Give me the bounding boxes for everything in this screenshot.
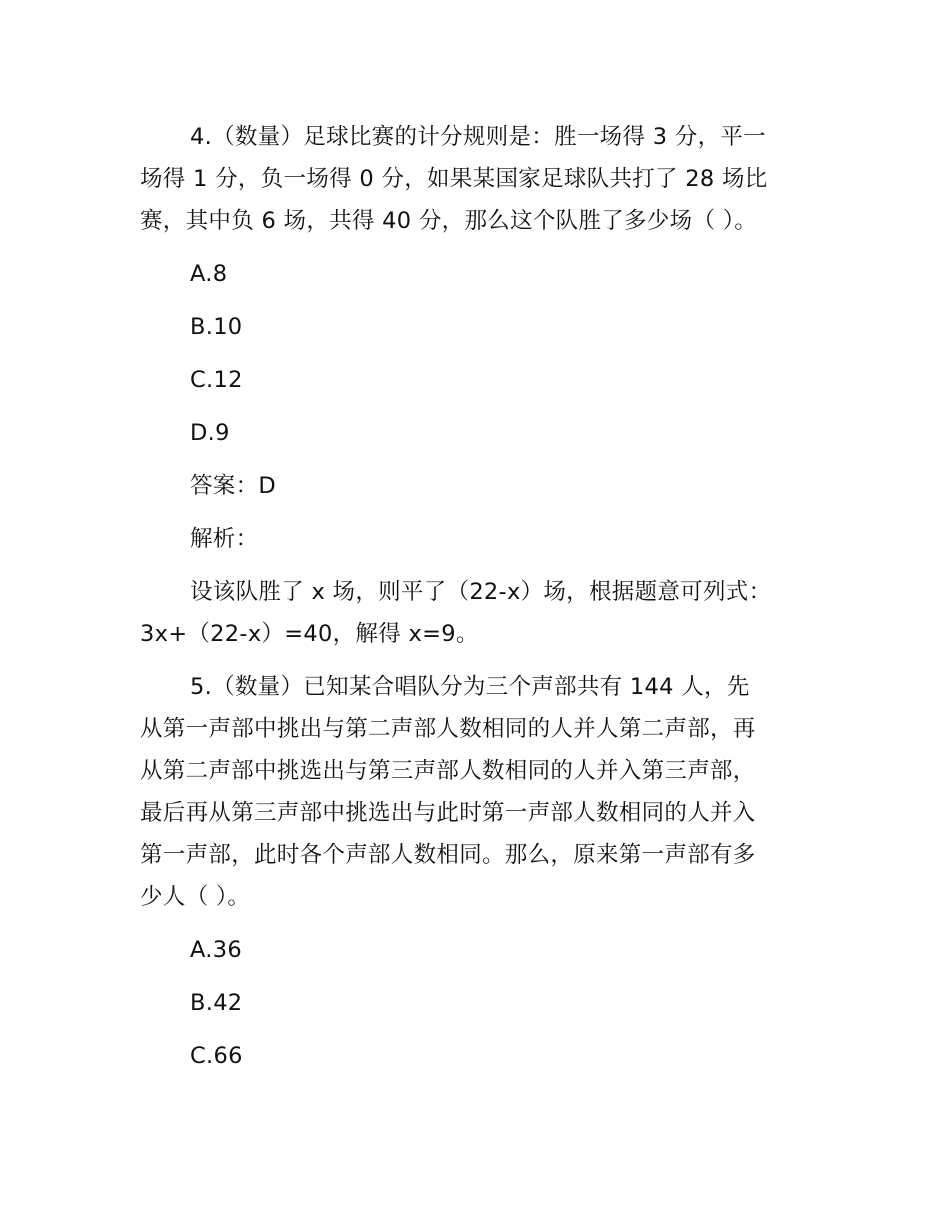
analysis-line: 3x+（22-x）=40，解得 x=9。: [140, 621, 479, 647]
option-c: C.12: [190, 367, 243, 393]
option-c: C.66: [190, 1043, 243, 1069]
question-4-text: [140, 116, 850, 242]
question-line: 从第二声部中挑选出与第三声部人数相同的人并入第三声部，: [140, 758, 756, 784]
option-a: A.36: [190, 937, 242, 963]
analysis-label: 解析：: [190, 526, 259, 552]
option-a: A.8: [190, 261, 228, 287]
question-line: 5.（数量）已知某合唱队分为三个声部共有 144 人，先: [190, 674, 750, 700]
question-line: 少人（ ）。: [140, 884, 251, 910]
analysis-text: [140, 571, 850, 655]
answer-text: 答案：D: [190, 473, 277, 499]
option-b: B.10: [190, 314, 243, 340]
question-5-text: [140, 666, 850, 918]
option-d: D.9: [190, 420, 230, 446]
question-line: 赛，其中负 6 场，共得 40 分，那么这个队胜了多少场（ ）。: [140, 208, 758, 234]
question-line: 最后再从第三声部中挑选出与此时第一声部人数相同的人并入: [140, 800, 756, 826]
question-line: 第一声部，此时各个声部人数相同。那么，原来第一声部有多: [140, 842, 756, 868]
question-line: 4.（数量）足球比赛的计分规则是：胜一场得 3 分，平一: [190, 124, 766, 150]
option-b: B.42: [190, 990, 243, 1016]
question-line: 从第一声部中挑出与第二声部人数相同的人并人第二声部，再: [140, 716, 756, 742]
analysis-line: 设该队胜了 x 场，则平了（22-x）场，根据题意可列式：: [190, 579, 772, 605]
question-line: 场得 1 分，负一场得 0 分，如果某国家足球队共打了 28 场比: [140, 166, 768, 192]
